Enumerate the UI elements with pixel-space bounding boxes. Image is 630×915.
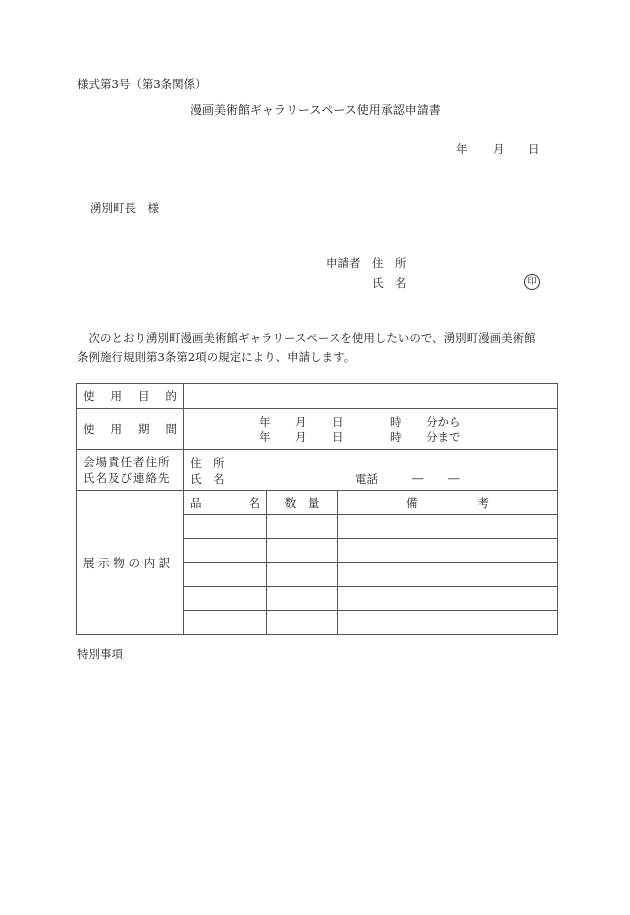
manager-address-label: 住 所 [190, 456, 225, 470]
label-char: 使 [83, 422, 95, 436]
phone-separator-1: ― [412, 471, 424, 485]
applicant-label: 申請者 [326, 256, 361, 270]
purpose-row [77, 384, 558, 409]
remarks-cell[interactable] [338, 587, 558, 611]
applicant-name-label: 氏 名 [372, 276, 407, 290]
body-text-line-1: 次のとおり湧別町漫画美術館ギャラリースペースを使用したいので、湧別町漫画美術館 [77, 331, 536, 345]
period-label [77, 409, 184, 450]
to-month: 月 [295, 430, 307, 444]
quantity-cell[interactable] [267, 587, 338, 611]
manager-name-label: 氏 名 [190, 472, 225, 486]
column-quantity: 数 量 [267, 491, 338, 515]
remarks-cell[interactable] [338, 539, 558, 563]
special-notes-label: 特別事項 [77, 647, 123, 661]
phone-separator-2: ― [448, 471, 460, 485]
remarks-cell[interactable] [338, 563, 558, 587]
from-hour: 時 [390, 415, 402, 429]
exhibit-header-row [77, 491, 558, 515]
purpose-label [77, 384, 184, 409]
manager-field[interactable] [184, 450, 558, 491]
column-char: 品 [190, 495, 202, 510]
from-day: 日 [332, 415, 344, 429]
quantity-cell[interactable] [267, 611, 338, 635]
remarks-cell[interactable] [338, 515, 558, 539]
quantity-cell[interactable] [267, 563, 338, 587]
from-month: 月 [295, 415, 307, 429]
date-year-label: 年 [456, 142, 468, 156]
to-day: 日 [332, 430, 344, 444]
applicant-address-label: 住 所 [372, 256, 407, 270]
label-char: 使 [83, 389, 95, 403]
column-remarks [338, 491, 558, 515]
label-char: 用 [110, 422, 122, 436]
manager-label [77, 450, 184, 491]
item-name-cell[interactable] [184, 539, 267, 563]
from-minute: 分から [426, 415, 461, 429]
item-name-cell[interactable] [184, 515, 267, 539]
label-char: 用 [110, 389, 122, 403]
column-char: 名 [248, 495, 260, 510]
phone-label: 電話 [355, 472, 378, 486]
label-char: 的 [165, 389, 177, 403]
column-item-name [184, 491, 267, 515]
item-name-cell[interactable] [184, 611, 267, 635]
form-number: 様式第3号（第3条関係） [77, 77, 207, 91]
application-table [76, 383, 558, 635]
seal-icon: 印 [524, 274, 540, 290]
item-name-cell[interactable] [184, 563, 267, 587]
quantity-cell[interactable] [267, 539, 338, 563]
document-title: 漫画美術館ギャラリースペース使用承認申請書 [190, 103, 441, 117]
from-year: 年 [259, 415, 271, 429]
label-char: 期 [138, 422, 150, 436]
remarks-cell[interactable] [338, 611, 558, 635]
label-char: 間 [165, 422, 177, 436]
label-char: 目 [138, 389, 150, 403]
purpose-field[interactable] [184, 384, 558, 409]
manager-row [77, 450, 558, 491]
exhibit-label: 展 示 物 の 内 訳 [77, 491, 184, 635]
period-row [77, 409, 558, 450]
to-hour: 時 [390, 430, 402, 444]
manager-label-line-2: 氏名及び連絡先 [83, 471, 171, 485]
item-name-cell[interactable] [184, 587, 267, 611]
column-char: 考 [477, 495, 489, 510]
to-year: 年 [259, 430, 271, 444]
period-field[interactable] [184, 409, 558, 450]
date-month-label: 月 [493, 142, 505, 156]
quantity-cell[interactable] [267, 515, 338, 539]
to-minute: 分まで [426, 430, 461, 444]
addressee: 湧別町長 様 [90, 201, 159, 215]
date-day-label: 日 [528, 142, 540, 156]
manager-label-line-1: 会場責任者住所 [83, 455, 171, 469]
body-text-line-2: 条例施行規則第3条第2項の規定により、申請します。 [77, 350, 356, 364]
column-char: 備 [406, 495, 418, 510]
